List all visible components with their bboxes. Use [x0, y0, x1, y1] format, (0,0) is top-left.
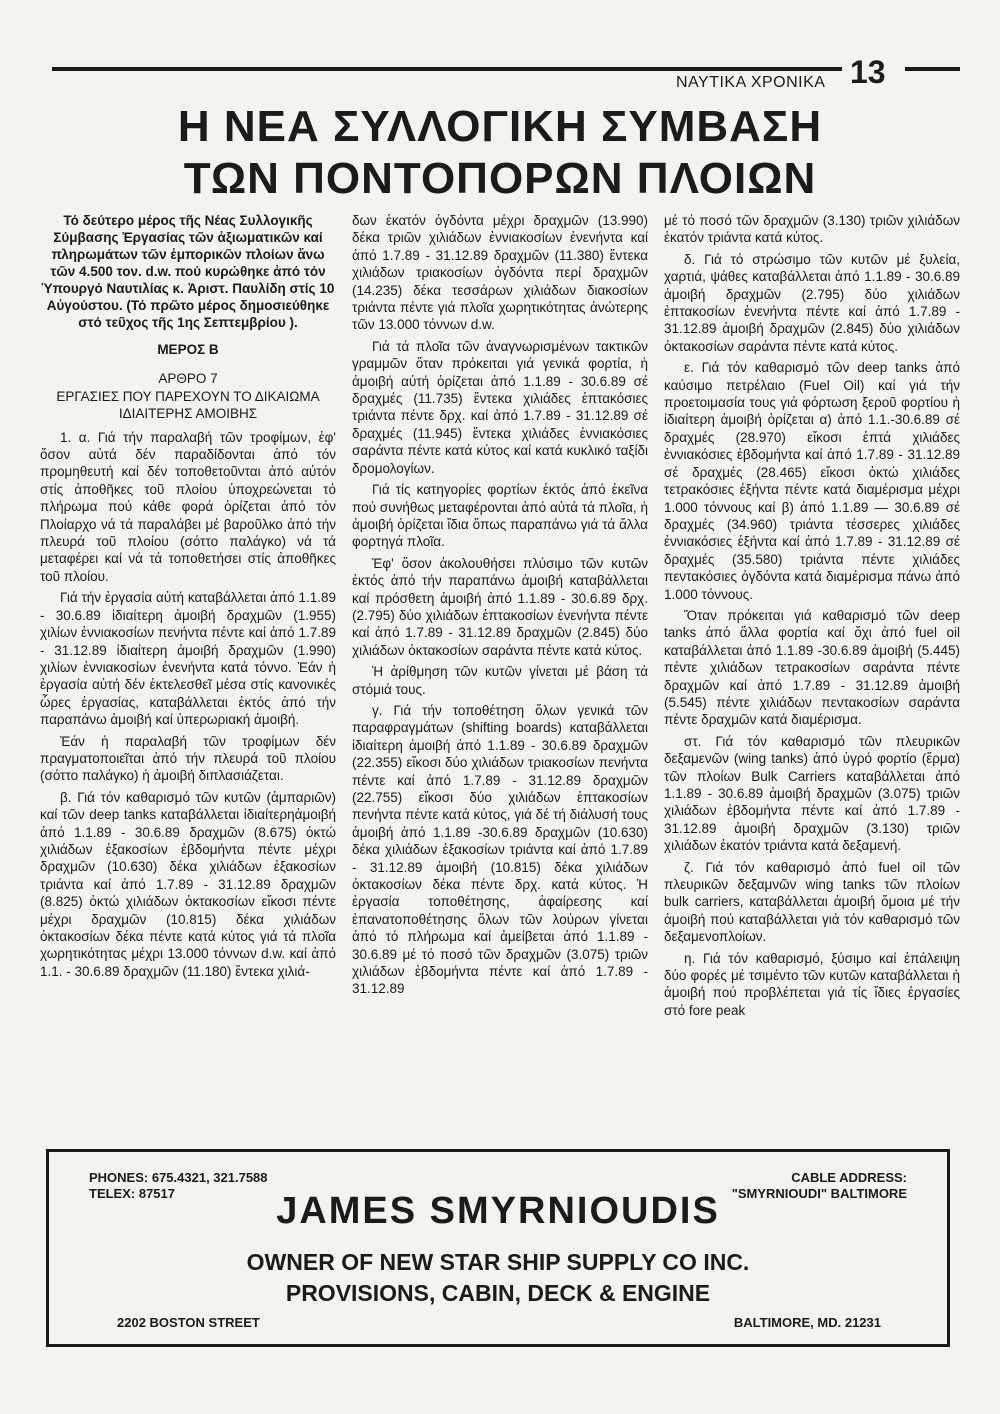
ad-city-address: BALTIMORE, MD. 21231 — [733, 1315, 881, 1330]
advertisement-box — [46, 1149, 950, 1347]
lead-paragraph: Τό δεύτερο μέρος τῆς Νέας Συλλογικῆς Σύμβασης Ἐργασίας τῶν ἀξιωματικῶν καί πληρωμάτων τῶν ἐμπορικῶν πλοίων ἄνω τῶν 4.500 τον. d.w. πού κυρώθηκε ἀπό τόν Ὑπουργό Ναυτιλίας κ. Ἀριστ. Παυλίδη στίς 10 Αὐγούστου. (Τό πρῶτο μέρος δημοσιεύθηκε στό τεῦχος τῆς 1ης Σεπτεμβρίου ). — [41, 213, 335, 330]
headline-line-2: ΤΩΝ ΠΟΝΤΟΠΟΡΩΝ ΠΛΟΙΩΝ — [183, 154, 817, 203]
article-number: ΑΡΘΡΟ 7 — [158, 371, 218, 387]
body-paragraph: δ. Γιά τό στρώσιμο τῶν κυτῶν μέ ξυλεία, χαρτιά, ψάθες καταβάλλεται ἀπό 1.1.89 - 30.6.89 ἀμοιβή δραχμῶν (2.795) δύο χιλιάδων ἑπτακοσίων ἐνενήντα πέντε καί ἀπό 1.7.89 - 31.12.89 ἀμοιβή δραχμῶν (2.845) δύο χιλιάδων ὀκτακοσίων σαράντα πέντε κατά κύτος. — [664, 251, 960, 354]
section-name: ΝΑΥΤΙΚΑ ΧΡΟΝΙΚΑ — [676, 74, 826, 91]
body-paragraph: ε. Γιά τόν καθαρισμό τῶν deep tanks ἀπό καύσιμο πετρέλαιο (Fuel Oil) καί γιά τήν προετοιμασία τους γιά φόρτωση ξεροῦ φορτίου ἡ ἰδιαίτερη ἀμοιβή ὁρίζεται α) ἀπό 1.1.-30.6.89 σέ δραχμές (28.970) εἴκοσι ἑπτά χιλιάδες ἐννιακόσιες ἑβδομήντα καί ἀπό 1.7.89 - 31.12.89 σέ δραχμές (28.465) εἴκοσι ὀκτώ χιλιάδες τετρακόσιες ἑξήντα πέντε κατά διαμέρισμα μέχρι 1.000 τόννους καί β) ἀπό 1.1.89 — 30.6.89 σέ δραχμές (34.960) τριάντα τέσσερες χιλιάδες ἐννιακόσιες ἑξήντα καί ἀπό 1.7.89 - 31.12.89 σέ δραχμές (35.580) τριάντα πέντε χιλιάδες πεντακόσιες ὀγδόντα κατά διαμέρισμα πάνω ἀπό 1.000 τόννους. — [664, 360, 960, 602]
page-number: 13 — [850, 54, 886, 90]
ad-cable-label: CABLE ADDRESS: — [791, 1170, 907, 1185]
body-paragraph: Γιά τά πλοῖα τῶν ἀναγνωρισμένων τακτικῶν γραμμῶν ὅταν πρόκειται γιά γενικά φορτία, ἡ ἀμοιβή αὐτή ὁρίζεται ἀπό 1.1.89 - 30.6.89 σέ δραχμές (11.735) ἕντεκα χιλιάδες ἑπτακόσιες τριάντα πέντε δρχ. καί ἀπό 1.7.89 - 31.12.89 σέ δραχμές (11.945) ἕντεκα χιλιάδες ἐννιακόσιες σαράντα πέντε κατά κύτος καί κατά κυκλικό ταξίδι δρομολογίων. — [352, 338, 648, 476]
body-paragraph: η. Γιά τόν καθαρισμό, ξύσιμο καί ἐπάλειψη δύο φορές μέ τσιμέντο τῶν κυτῶν καταβάλλεται ἡ ἀμοιβή πού προβλέπεται γιά τίς ἴδιες ἐργασίες στό fore peak — [664, 950, 960, 1018]
ad-phones: PHONES: 675.4321, 321.7588 — [89, 1170, 268, 1185]
header-rule-right — [905, 67, 960, 71]
ad-services-line: PROVISIONS, CABIN, DECK & ENGINE — [285, 1280, 711, 1306]
body-paragraph: Γιά τήν ἐργασία αὐτή καταβάλλεται ἀπό 1.1.89 - 30.6.89 ἰδιαίτερη ἀμοιβή δραχμῶν (1.955) χιλίων ἐννιακοσίων πενήντα πέντε καί ἀπό 1.7.89 - 31.12.89 ἰδιαίτερη ἀμοιβή δραχμῶν (1.990) χιλίων ἐννιακοσίων ἐνενήντα κατά τόννο. Ἐάν ἡ ἐργασία αὐτή δέν ἐκτελεσθεῖ μέσα στίς κανονικές ὧρες ἐργασίας, καταβάλλεται ἐκτός ἀπό τήν παραπάνω ἀμοιβή καί ὑπερωριακή ἀμοιβή. — [40, 590, 336, 728]
body-paragraph: Ἡ ἀρίθμηση τῶν κυτῶν γίνεται μέ βάση τά στόμιά τους. — [352, 664, 648, 697]
ad-owner-line: OWNER OF NEW STAR SHIP SUPPLY CO INC. — [246, 1249, 750, 1275]
text-column-1 — [40, 212, 336, 984]
body-paragraph: δων ἑκατόν ὀγδόντα μέχρι δραχμῶν (13.990) δέκα τριῶν χιλιάδων ἐννιακοσίων ἐνενήντα καί ἀπό 1.7.89 - 31.12.89 δραχμῶν (11.380) ἕντεκα χιλιάδων τριακοσίων ὀγδόντα περί δραχμῶν (14.235) δέκα τεσσάρων χιλιάδων διακοσίων τριάντα πέντε γιά πλοῖα χωρητικότητας ἀνώτερης τῶν 13.000 τόννων d.w. — [352, 213, 648, 333]
ad-company-name: JAMES SMYRNIOUDIS — [276, 1190, 720, 1232]
ad-street-address: 2202 BOSTON STREET — [117, 1315, 260, 1330]
body-paragraph: γ. Γιά τήν τοποθέτηση ὅλων γενικά τῶν παραφραγμάτων (shifting boards) καταβάλλεται ἰδιαίτερη ἀμοιβή ἀπό 1.1.89 - 30.6.89 δραχμῶν (22.355) εἴκοσι δύο χιλιάδων τριακοσίων πενήντα πέντε καί ἀπό 1.7.89 - 31.12.89 δραχμῶν (22.755) εἴκοσι δύο χιλιάδων ἑπτακοσίων πενήντα πέντε κατά κύτος, γιά δέ τή διάλυσή τους ἀμοιβή ἀπό 1.1.89 -30.6.89 δραχμῶν (10.630) δέκα χιλιάδων ἑξακοσίων τριάντα καί ἀπό 1.7.89 - 31.12.89 ἀμοιβή (10.815) δέκα χιλιάδων ὀκτακοσίων δέκα πέντε δρχ. κατά κύτος. Ἡ ἐργασία τοποθέτησης, ἀφαίρεσης καί ἐπανατοποθέτησης ὅλων τῶν λούρων γίνεται ἀπό τό πλήρωμα καί ἀμείβεται ἀπό 1.1.89 - 30.6.89 μέ τό ποσό τῶν δραχμῶν (3.075) τριῶν χιλιάδων ἑβδομήντα πέντε καί ἀπό 1.7.89 - 31.12.89 — [352, 702, 648, 997]
text-column-3 — [664, 212, 960, 1023]
body-paragraph: Γιά τίς κατηγορίες φορτίων ἐκτός ἀπό ἐκεῖνα πού συνήθως μεταφέρονται ἀπό αὐτά τά πλοῖα, ἡ ἀμοιβή ὁρίζεται ἴδια ὅπως παραπάνω γιά τά ἄλλα φορτηγά πλοῖα. — [352, 482, 648, 550]
body-paragraph: β. Γιά τόν καθαρισμό τῶν κυτῶν (ἀμπαριῶν) καί τῶν deep tanks καταβάλλεται ἰδιαίτερηἀμοιβή ἀπό 1.1.89 - 30.6.89 δραχμῶν (8.675) ὀκτώ χιλιάδων ἑξακοσίων ἑβδομήντα πέντε μέχρι δραχμῶν (10.630) δέκα χιλιάδων ἑξακοσίων τριάντα καί ἀπό 1.7.89 - 31.12.89 δραχμῶν (8.825) ὀκτώ χιλιάδων ὀκτακοσίων εἴκοσι πέντε μέχρι δραχμῶν (10.815) δέκα χιλιάδων ὀκτακοσίων δέκα πέντε κατά κύτος γιά τά πλοῖα χωρητικότητας μέχρι 13.000 τόννων d.w. καί ἀπό 1.1. - 30.6.89 δραχμῶν (11.180) ἕντεκα χιλιά- — [40, 789, 336, 979]
ad-telex: TELEX: 87517 — [89, 1186, 175, 1201]
ad-cable-address: "SMYRNIOUDI" BALTIMORE — [731, 1186, 907, 1201]
headline-line-1: Η ΝΕΑ ΣΥΛΛΟΓΙΚΗ ΣΥΜΒΑΣΗ — [177, 102, 823, 151]
part-heading: ΜΕΡΟΣ Β — [157, 342, 219, 357]
body-paragraph: Ἐάν ἡ παραλαβή τῶν τροφίμων δέν πραγματοποιεῖται ἀπό τήν πλευρά τοῦ πλοίου (σόττο παλάγκο) ἡ ἀμοιβή διπλασιάζεται. — [40, 733, 336, 784]
body-paragraph: ζ. Γιά τόν καθαρισμό ἀπό fuel oil τῶν πλευρικῶν δεξαμνῶν wing tanks τῶν πλοίων bulk carriers, καταβάλλεται ἀμοιβή ὅμοια μέ τήν ἀμοιβή πού καταβάλλεται γιά τόν καθαρισμό τῶν δεξαμενοπλοίων. — [664, 859, 960, 945]
body-paragraph: μέ τό ποσό τῶν δραχμῶν (3.130) τριῶν χιλιάδων ἑκατόν τριάντα κατά κύτος. — [664, 213, 960, 246]
article-headline — [0, 101, 1000, 205]
text-column-2 — [352, 212, 648, 1002]
body-paragraph: 1. α. Γιά τήν παραλαβή τῶν τροφίμων, ἐφ' ὅσον αὐτά δέν παραδίδονται ἀπό τόν προμηθευτή καί δέν τοποθετοῦνται ἀπό αὐτόν στίς ἀποθῆκες τοῦ πλοίου ὑποχρεώνεται τό πλήρωμα πού κάθε φορά ὁρίζεται ἀπό τόν Πλοίαρχο νά τά παραλάβει μέ βαροῦλκο ἀπό τήν πλευρά τοῦ πλοίου (σόττο παλάγκο) νά τά μεταφέρει καί νά τά τοποθετήσει στίς ἀποθῆκες τοῦ πλοίου. — [40, 429, 336, 584]
body-paragraph: Ἐφ' ὅσον ἀκολουθήσει πλύσιμο τῶν κυτῶν ἐκτός ἀπό τήν παραπάνω ἀμοιβή καταβάλλεται καί πρόσθετη ἀμοιβή ἀπό 1.1.89 - 30.6.89 δρχ. (2.795) δύο χιλιάδων ἑπτακοσίων ἐνενήντα πέντε καί ἀπό 1.7.89 - 31.12.89 δραχμῶν (2.845) δύο χιλιάδων ὀκτακοσίων σαράντα πέντε κατά κύτος. — [352, 555, 648, 658]
body-paragraph: Ὅταν πρόκειται γιά καθαρισμό τῶν deep tanks ἀπό ἄλλα φορτία καί ὄχι ἀπό fuel oil καταβάλλεται ἀπό 1.1.89 -30.6.89 ἀμοιβή (5.445) πέντε χιλιάδων τετρακοσίων σαράντα πέντε δραχμῶν καί ἀπό 1.7.89 - 31.12.89 ἀμοιβή (5.545) πέντε χιλιάδων πεντακοσίων σαράντα πέντε δραχμῶν κατά διαμέρισμα. — [664, 607, 960, 728]
article-title: ΕΡΓΑΣΙΕΣ ΠΟΥ ΠΑΡΕΧΟΥΝ ΤΟ ΔΙΚΑΙΩΜΑ ΙΔΙΑΙΤΕΡΗΣ ΑΜΟΙΒΗΣ — [56, 388, 320, 422]
header-rule-left — [52, 67, 842, 71]
body-paragraph: στ. Γιά τόν καθαρισμό τῶν πλευρικῶν δεξαμενῶν (wing tanks) ἀπό ὑγρό φορτίο (ἕρμα) τῶν πλοίων Bulk Carriers καταβάλλεται ἀπό 1.1.89 - 30.6.89 ἀμοιβή δραχμῶν (3.075) τριῶν χιλιάδων ἑβδομήντα πέντε καί ἀπό 1.7.89 - 31.12.89 ἀμοιβή δραχμῶν (3.130) τριῶν χιλιάδων ἑκατόν τριάντα κατά δεξαμενή. — [664, 733, 960, 854]
